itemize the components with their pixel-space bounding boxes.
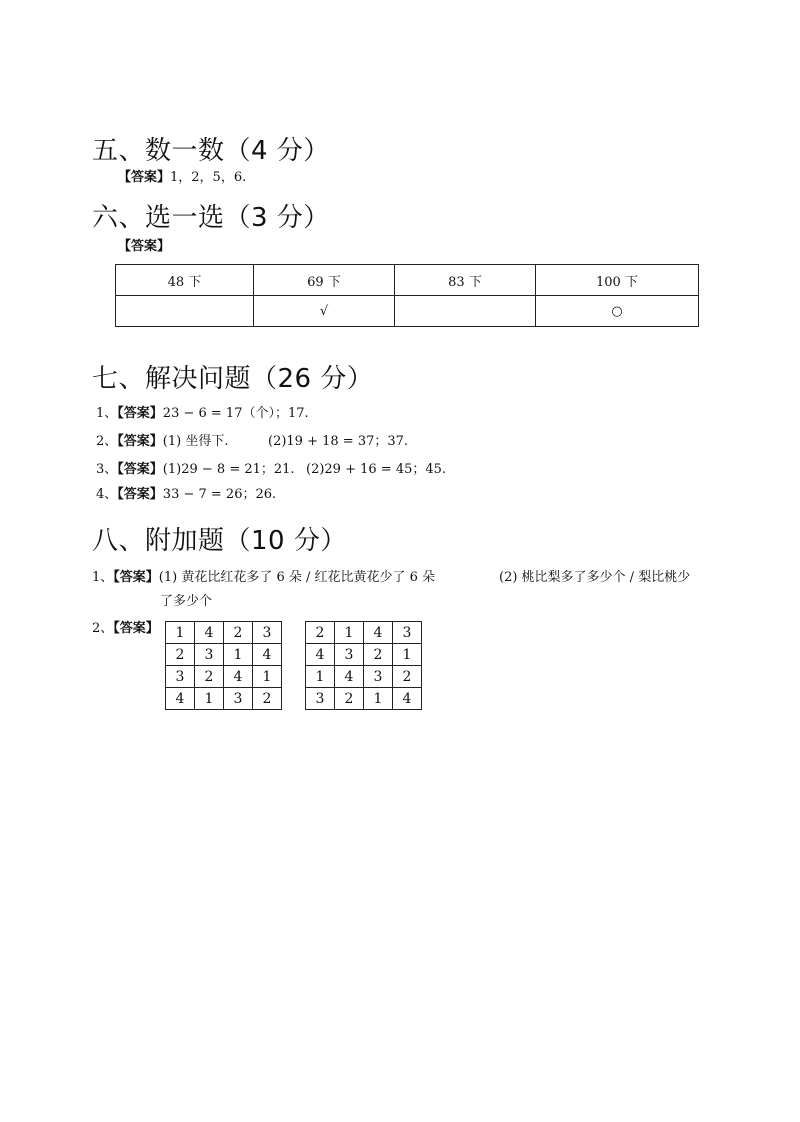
answer-label: 【答案】 [113,621,159,636]
grid-cell: 3 [306,688,335,710]
answer-label: 【答案】 [117,487,163,502]
grid-cell: 4 [195,622,224,644]
grid-cell: 2 [224,622,253,644]
item-number: 2、 [92,621,114,636]
section7-item-2 [96,430,228,449]
selection-header-cell: 83 下 [395,265,536,296]
item-answer-part-1: (1)29 − 8 = 21；21. [162,462,295,477]
answer-label: 【答案】 [117,434,163,449]
section8-heading: 八、附加题（10 分） [92,526,347,556]
section5-heading: 五、数一数（4 分） [92,136,330,166]
grid-cell: 4 [364,622,393,644]
section6-answer-label: 【答案】 [118,239,171,254]
grid-cell: 2 [166,644,195,666]
grid-cell: 3 [393,622,422,644]
grid-cell: 4 [335,666,364,688]
grid-row [166,688,282,710]
grid-row [166,644,282,666]
selection-table [115,264,699,327]
item-number: 4、 [96,487,118,502]
grid-cell: 2 [253,688,282,710]
answer-label: 【答案】 [113,570,159,585]
selection-mark-cell [395,296,536,327]
grid-cell: 2 [393,666,422,688]
grid-cell: 4 [393,688,422,710]
grid-cell: 1 [393,644,422,666]
section7-item-3 [96,458,295,477]
grid-cell: 3 [253,622,282,644]
grid-cell: 3 [335,644,364,666]
latin-square-2 [305,621,422,710]
grid-row [306,622,422,644]
section7-item-3-part-2: (2)29 + 16 = 45；45. [306,462,447,477]
selection-mark-cell [116,296,254,327]
grid-cell: 1 [306,666,335,688]
grid-row [306,644,422,666]
grid-cell: 2 [195,666,224,688]
item-number: 2、 [96,434,118,449]
grid-cell: 3 [166,666,195,688]
answer-label: 【答案】 [118,170,171,185]
selection-header-cell: 100 下 [536,265,699,296]
selection-header-cell: 48 下 [116,265,254,296]
item-number: 1、 [92,570,114,585]
grid-cell: 2 [306,622,335,644]
section8-item-1-part-2: (2) 桃比梨多了多少个 / 梨比桃少 [499,570,691,585]
item-number: 3、 [96,462,118,477]
grid-cell: 1 [195,688,224,710]
section7-item-2-part-2: (2)19 + 18 = 37；37. [268,434,409,449]
section6-heading: 六、选一选（3 分） [92,203,330,233]
grid-cell: 1 [166,622,195,644]
section7-item-1 [96,402,309,421]
section5-answer-text: 1，2，5，6. [170,170,247,185]
section7-item-4 [96,483,276,502]
item-answer-part-1: (1) 黄花比红花多了 6 朵 / 红花比黄花少了 6 朵 [158,570,436,585]
selection-header-row [116,265,699,296]
grid-cell: 2 [335,688,364,710]
grid-cell: 4 [306,644,335,666]
grid-row [166,666,282,688]
grid-cell: 3 [364,666,393,688]
grid-cell: 1 [364,688,393,710]
grid-cell: 4 [253,644,282,666]
section5-answer [118,166,246,185]
grid-cell: 1 [253,666,282,688]
section8-item-2 [92,617,159,636]
selection-header-cell: 69 下 [254,265,395,296]
grid-cell: 3 [224,688,253,710]
item-answer-part-1: (1) 坐得下. [162,434,229,449]
item-number: 1、 [96,406,118,421]
answer-label: 【答案】 [117,462,163,477]
grid-cell: 2 [364,644,393,666]
selection-mark-cell: √ [254,296,395,327]
grid-row [306,688,422,710]
grid-cell: 1 [224,644,253,666]
section7-heading: 七、解决问题（26 分） [92,364,374,394]
selection-mark-row [116,296,699,327]
section8-item-1 [92,566,435,585]
latin-square-1 [165,621,282,710]
grid-cell: 1 [335,622,364,644]
grid-row [306,666,422,688]
grid-row [166,622,282,644]
grid-cell: 4 [224,666,253,688]
grid-cell: 4 [166,688,195,710]
section8-item-1-continuation: 了多少个 [160,594,213,609]
answer-label: 【答案】 [117,406,163,421]
item-answer-text: 23 − 6 = 17（个）；17. [162,406,309,421]
grid-cell: 3 [195,644,224,666]
item-answer-text: 33 − 7 = 26；26. [162,487,277,502]
selection-mark-cell: ○ [536,296,699,327]
